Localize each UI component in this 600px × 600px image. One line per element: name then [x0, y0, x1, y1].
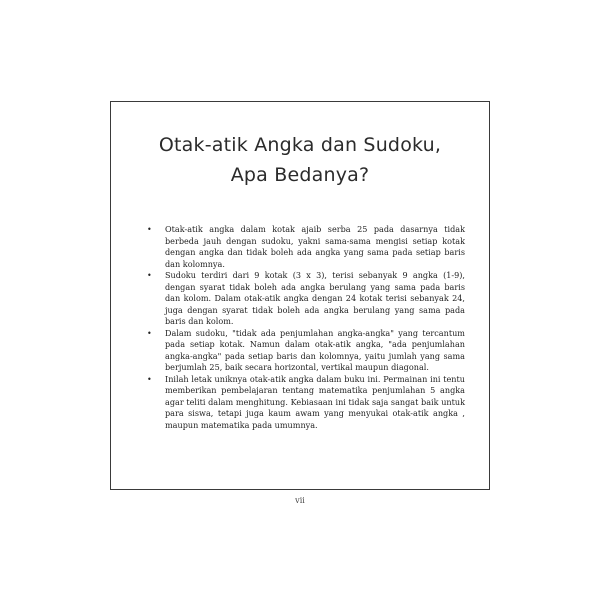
list-item [143, 270, 465, 328]
list-item-text: Inilah letak uniknya otak-atik angka dalam buku ini. Permainan ini tentu memberikan pembelajaran tentang matematika penjumlahan 5 angka agar teliti dalam menghitung. Kebiasaan ini tidak saja sangat baik untuk para siswa, tetapi juga kaum awam yang menyukai otak-atik angka , maupun matematika pada umumnya. [165, 373, 465, 430]
bullet-icon: • [147, 374, 152, 384]
bullet-icon: • [147, 225, 152, 234]
content-frame [110, 101, 490, 490]
page-title [111, 130, 489, 190]
list-item-text: Sudoku terdiri dari 9 kotak (3 x 3), terisi sebanyak 9 angka (1-9), dengan syarat tidak boleh ada angka berulang yang sama pada baris dan kolom. Dalam otak-atik angka dengan 24 kotak terisi sebanyak 24, juga dengan syarat tidak boleh ada angka berulang yang sama pada baris dan kolom. [165, 270, 465, 326]
page-number: vii [295, 496, 305, 505]
list-item-text: Otak-atik angka dalam kotak ajaib serba 25 pada dasarnya tidak berbeda jauh dengan sudoku, yakni sama-sama mengisi setiap kotak dengan angka dan tidak boleh ada angka yang sama pada setiap baris dan kolomnya. [165, 224, 465, 269]
list-item [143, 224, 465, 270]
list-item [143, 328, 465, 374]
bullet-icon: • [147, 271, 152, 280]
title-line-2: Apa Bedanya? [230, 164, 370, 186]
bullet-icon: • [147, 328, 152, 338]
bullet-list [143, 224, 465, 431]
list-item [143, 374, 465, 432]
list-item-text: Dalam sudoku, "tidak ada penjumlahan angka-angka" yang tercantum pada setiap kotak. Namun dalam otak-atik angka, "ada penjumlahan angka-angka" pada setiap baris dan kolomnya, yaitu jumlah yang sama berjumlah 25, baik secara horizontal, vertikal maupun diagonal. [165, 327, 465, 372]
title-line-1: Otak-atik Angka dan Sudoku, [158, 134, 442, 156]
